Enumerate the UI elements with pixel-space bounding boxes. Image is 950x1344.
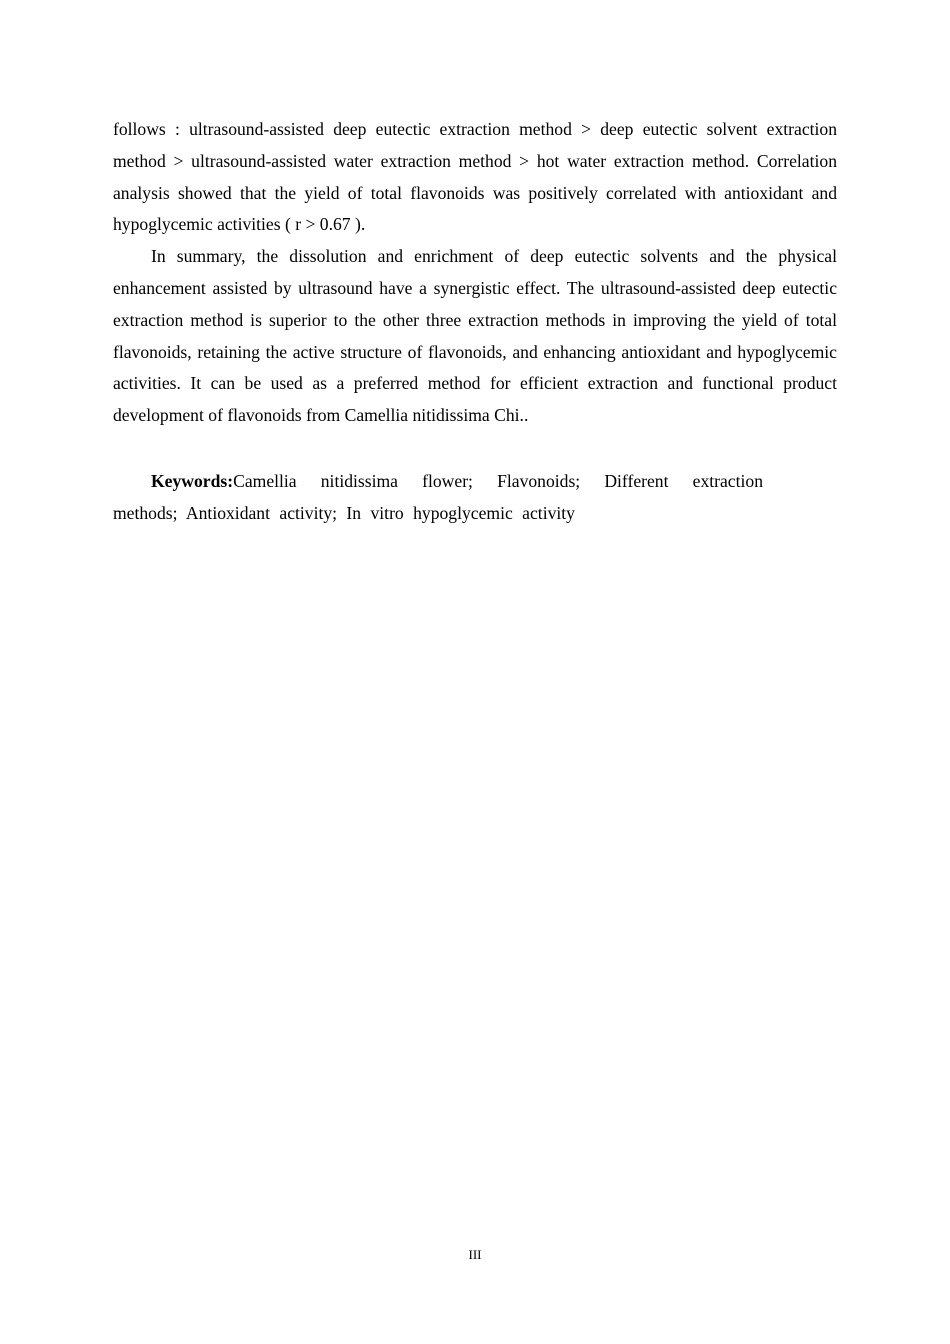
abstract-paragraph-continued: follows : ultrasound-assisted deep eutectic extraction method > deep eutectic solvent extraction method > ultrasound-assisted water extraction method > hot water extraction method. Correlation analysis showed that the yield of total flavonoids was positively correlated with antioxidant and hypoglycemic activities ( r > 0.67 ).	[113, 119, 837, 235]
keywords-label: Keywords:	[151, 470, 234, 491]
abstract-paragraph-summary: In summary, the dissolution and enrichment of deep eutectic solvents and the physical enhancement assisted by ultrasound have a synergistic effect. The ultrasound-assisted deep eutectic extraction method is superior to the other three extraction methods in improving the yield of total flavonoids, retaining the active structure of flavonoids, and enhancing antioxidant and hypoglycemic activities. It can be used as a preferred method for efficient extraction and functional product development of flavonoids from Camellia nitidissima Chi..	[113, 246, 837, 426]
document-body	[113, 114, 837, 530]
keywords-text: Camellia nitidissima flower; Flavonoids; Different extraction methods; Antioxidant activity; In vitro hypoglycemic activity	[113, 470, 763, 523]
keywords-line	[113, 466, 763, 530]
page-number: III	[468, 1247, 482, 1262]
